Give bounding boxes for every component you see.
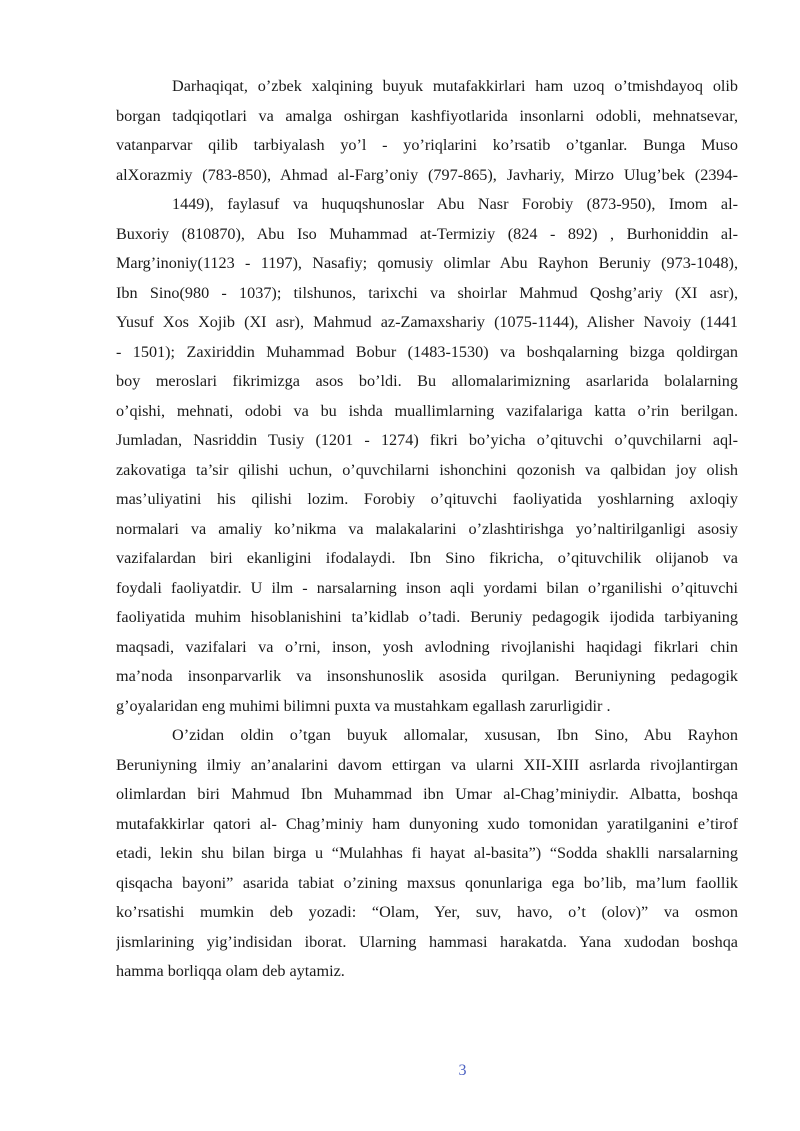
text-line: olimlardan biri Mahmud Ibn Muhammad ibn Umar al-Chag’miniydir. Albatta, boshqa <box>116 785 738 803</box>
text-line: foydali faoliyatdir. U ilm - narsalarning inson aqli yordami bilan o’rganilishi o’qituvchi <box>116 578 738 597</box>
text-line: faoliyatida muhim hisoblanishini ta’kidlab o’tadi. Beruniy pedagogik ijodida tarbiyaning <box>116 608 738 626</box>
text-line: Darhaqiqat, o’zbek xalqining buyuk mutafakkirlari ham uzoq o’tmishdayoq olib <box>172 77 738 95</box>
text-line: borgan tadqiqotlari va amalga oshirgan kashfiyotlarida insonlarni odobli, mehnatsevar, <box>116 106 738 125</box>
text-line: mutafakkirlar qatori al- Chag’miniy ham dunyoning xudo tomonidan yaratilganini e’tirof <box>116 814 738 833</box>
text-line: alXorazmiy (783-850), Ahmad al-Farg’oniy (797-865), Javhariy, Mirzo Ulug’bek (2394- <box>116 165 738 184</box>
text-line: vazifalardan biri ekanligini ifodalaydi. Ibn Sino fikricha, o’qituvchilik olijanob va <box>116 549 738 567</box>
text-line: - 1501); Zaxiriddin Muhammad Bobur (1483-1530) va boshqalarning bizga qoldirgan <box>116 342 738 361</box>
text-line: 1449), faylasuf va huquqshunoslar Abu Nasr Forobiy (873-950), Imom al- <box>172 195 738 213</box>
text-line: hamma borliqqa olam deb aytamiz. <box>116 962 345 980</box>
text-line: Marg’inoniy(1123 - 1197), Nasafiy; qomusiy olimlar Abu Rayhon Beruniy (973-1048), <box>116 254 738 272</box>
text-line: g’oyalaridan eng muhimi bilimni puxta va mustahkam egallash zarurligidir . <box>116 696 611 715</box>
text-line: zakovatiga ta’sir qilishi uchun, o’quvchilarni ishonchini qozonish va qalbidan joy olish <box>116 460 738 479</box>
text-line: maqsadi, vazifalari va o’rni, inson, yosh avlodning rivojlanishi haqidagi fikrlari chin <box>116 637 738 656</box>
text-line: etadi, lekin shu bilan birga u “Mulahhas fi hayat al-basita”) “Sodda shaklli narsalarning <box>116 844 738 862</box>
text-line: O’zidan oldin o’tgan buyuk allomalar, xususan, Ibn Sino, Abu Rayhon <box>172 726 738 744</box>
text-line: ma’noda insonparvarlik va insonshunoslik asosida qurilgan. Beruniyning pedagogik <box>116 667 738 685</box>
text-line: Buxoriy (810870), Abu Iso Muhammad at-Termiziy (824 - 892) , Burhoniddin al- <box>116 224 738 243</box>
text-line: Ibn Sino(980 - 1037); tilshunos, tarixchi va shoirlar Mahmud Qoshg’ariy (XI asr), <box>116 283 738 302</box>
text-line: boy meroslari fikrimizga asos bo’ldi. Bu allomalarimizning asarlarida bolalarning <box>116 372 738 390</box>
text-line: Yusuf Xos Xojib (XI asr), Mahmud az-Zamaxshariy (1075-1144), Alisher Navoiy (1441 <box>116 313 738 331</box>
text-line: normalari va amaliy ko’nikma va malakalarini o’zlashtirishga yo’naltirilganligi asosiy <box>116 519 738 538</box>
text-line: Beruniyning ilmiy an’analarini davom ettirgan va ularni XII-XIII asrlarda rivojlantirgan <box>116 755 738 774</box>
text-line: vatanparvar qilib tarbiyalash yo’l - yo’riqlarini ko’rsatib o’tganlar. Bunga Muso <box>116 136 738 154</box>
text-line: Jumladan, Nasriddin Tusiy (1201 - 1274) fikri bo’yicha o’qituvchi o’quvchilarni aql- <box>116 431 738 449</box>
paragraph <box>116 72 738 721</box>
text-line: ko’rsatishi mumkin deb yozadi: “Olam, Yer, suv, havo, o’t (olov)” va osmon <box>116 903 738 921</box>
text-line: qisqacha bayoni” asarida tabiat o’zining maxsus qonunlariga ega bo’lib, ma’lum faollik <box>116 873 738 892</box>
text-line: jismlarining yig’indisidan iborat. Ularning hammasi harakatda. Yana xudodan boshqa <box>116 932 738 951</box>
text-line: mas’uliyatini his qilishi lozim. Forobiy o’qituvchi faoliyatida yoshlarning axloqiy <box>116 490 738 508</box>
page-number: 3 <box>458 1062 467 1079</box>
text-line: o’qishi, mehnati, odobi va bu ishda muallimlarning vazifalariga katta o’rin berilgan. <box>116 401 738 420</box>
paragraph <box>116 721 738 987</box>
document-body <box>116 72 738 987</box>
